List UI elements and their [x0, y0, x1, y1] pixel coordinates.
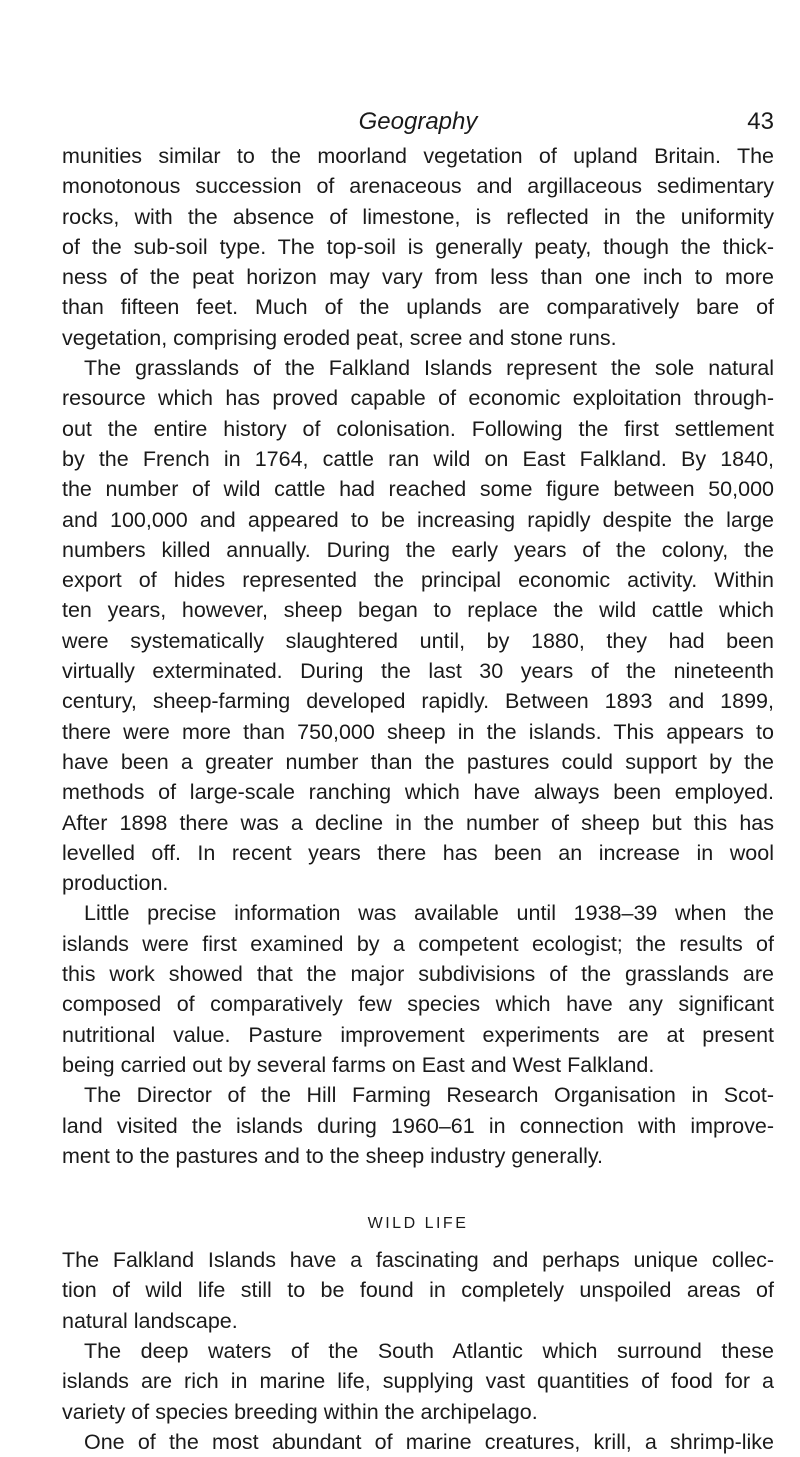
text-line: variety of species breeding within the archipelago.	[62, 1399, 538, 1424]
text-line: The deep waters of the South Atlantic which surround these	[84, 1338, 774, 1363]
text-line: ment to the pastures and to the sheep industry generally.	[62, 1143, 604, 1168]
text-line: and 100,000 and appeared to be increasing rapidly despite the large	[62, 507, 774, 532]
text-line: Little precise information was available until 1938–39 when the	[84, 901, 774, 926]
text-line: this work showed that the major subdivisions of the grasslands are	[62, 962, 774, 987]
text-line: islands are rich in marine life, supplying vast quantities of food for a	[62, 1369, 774, 1394]
text-line: composed of comparatively few species which have any significant	[62, 992, 774, 1017]
text-line: numbers killed annually. During the early years of the colony, the	[62, 537, 774, 562]
running-title: Geography	[358, 108, 478, 135]
text-line: After 1898 there was a decline in the number of sheep but this has	[62, 810, 774, 835]
text-line: production.	[62, 871, 169, 896]
text-line: the number of wild cattle had reached some figure between 50,000	[62, 477, 774, 502]
text-line: tion of wild life still to be found in completely unspoiled areas of	[62, 1278, 774, 1303]
wild-life-paragraph-3	[62, 1427, 774, 1457]
paragraph-4	[62, 1080, 774, 1171]
running-head	[62, 104, 774, 140]
paragraph-1	[62, 141, 774, 353]
text-line: rocks, with the absence of limestone, is reflected in the uniformity	[62, 204, 774, 229]
text-line: The Falkland Islands have a fascinating and perhaps unique collec-	[62, 1248, 774, 1273]
text-line: ten years, however, sheep began to replace the wild cattle which	[62, 598, 774, 623]
paragraph-2	[62, 353, 774, 898]
text-line: nutritional value. Pasture improvement experiments are at present	[62, 1022, 774, 1047]
text-line: munities similar to the moorland vegetation of upland Britain. The	[62, 144, 774, 168]
wild-life-paragraph-2	[62, 1336, 774, 1427]
text-line: The Director of the Hill Farming Research Organisation in Scot-	[84, 1083, 774, 1108]
page-number: 43	[747, 108, 774, 135]
text-line: virtually exterminated. During the last 30 years of the nineteenth	[62, 659, 774, 684]
text-line: levelled off. In recent years there has been an increase in wool	[62, 840, 774, 865]
text-line: century, sheep-farming developed rapidly. Between 1893 and 1899,	[62, 689, 774, 714]
text-line: were systematically slaughtered until, by 1880, they had been	[62, 628, 774, 653]
text-line: One of the most abundant of marine creatures, krill, a shrimp-like	[84, 1429, 774, 1454]
section-heading-wild-life: WILD LIFE	[367, 1215, 469, 1233]
text-line: of the sub-soil type. The top-soil is generally peaty, though the thick-	[62, 234, 774, 259]
body-text	[62, 141, 774, 1457]
text-line: vegetation, comprising eroded peat, scree and stone runs.	[62, 325, 617, 350]
text-line: methods of large-scale ranching which have always been employed.	[62, 780, 774, 805]
text-line: out the entire history of colonisation. Following the first settlement	[62, 416, 774, 441]
text-line: natural landscape.	[62, 1308, 238, 1333]
text-line: by the French in 1764, cattle ran wild on East Falkland. By 1840,	[62, 446, 774, 471]
text-line: export of hides represented the principal economic activity. Within	[62, 568, 774, 593]
text-line: than fifteen feet. Much of the uplands are comparatively bare of	[62, 295, 774, 320]
wild-life-paragraph-1	[62, 1245, 774, 1336]
text-line: ness of the peat horizon may vary from less than one inch to more	[62, 265, 774, 290]
text-line: resource which has proved capable of economic exploitation through-	[62, 386, 774, 411]
paragraph-3	[62, 898, 774, 1080]
text-line: there were more than 750,000 sheep in the islands. This appears to	[62, 719, 774, 744]
text-line: islands were first examined by a competent ecologist; the results of	[62, 931, 774, 956]
text-line: being carried out by several farms on East and West Falkland.	[62, 1052, 655, 1077]
text-line: The grasslands of the Falkland Islands represent the sole natural	[84, 356, 774, 381]
text-line: have been a greater number than the pastures could support by the	[62, 749, 774, 774]
text-line: land visited the islands during 1960–61 in connection with improve-	[62, 1113, 774, 1138]
text-line: monotonous succession of arenaceous and argillaceous sedimentary	[62, 174, 774, 199]
